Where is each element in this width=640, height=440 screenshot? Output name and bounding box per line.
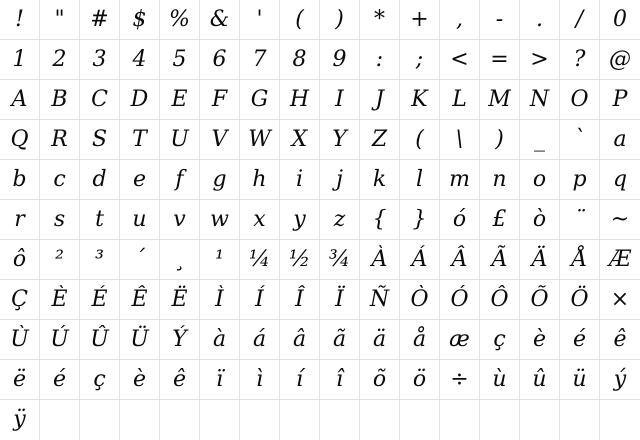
glyph-cell: ² [40, 240, 80, 280]
glyph-cell: ¸ [160, 240, 200, 280]
glyph-cell: E [160, 80, 200, 120]
glyph-row [0, 320, 640, 360]
glyph-cell: Ä [520, 240, 560, 280]
glyph-cell: k [360, 160, 400, 200]
glyph-cell: X [280, 120, 320, 160]
glyph-cell: w [200, 200, 240, 240]
empty-cell [200, 400, 240, 440]
glyph-cell: Á [400, 240, 440, 280]
glyph-cell: # [80, 0, 120, 40]
glyph-cell: Ë [160, 280, 200, 320]
glyph-cell: i [280, 160, 320, 200]
glyph-cell: G [240, 80, 280, 120]
empty-cell [560, 400, 600, 440]
glyph-cell: ¨ [560, 200, 600, 240]
empty-cell [120, 400, 160, 440]
glyph-cell: Ì [200, 280, 240, 320]
empty-cell [80, 400, 120, 440]
glyph-cell: * [360, 0, 400, 40]
glyph-cell: é [560, 320, 600, 360]
glyph-cell: t [80, 200, 120, 240]
glyph-cell: ? [560, 40, 600, 80]
glyph-cell: p [560, 160, 600, 200]
glyph-cell: U [160, 120, 200, 160]
glyph-cell: % [160, 0, 200, 40]
glyph-cell: P [600, 80, 640, 120]
glyph-cell: $ [120, 0, 160, 40]
glyph-cell: Í [240, 280, 280, 320]
glyph-cell: l [400, 160, 440, 200]
glyph-cell: , [440, 0, 480, 40]
glyph-cell: _ [520, 120, 560, 160]
glyph-row [0, 280, 640, 320]
glyph-cell: ³ [80, 240, 120, 280]
glyph-cell: ô [0, 240, 40, 280]
glyph-cell: ¹ [200, 240, 240, 280]
glyph-cell: Q [0, 120, 40, 160]
glyph-cell: 3 [80, 40, 120, 80]
empty-cell [320, 400, 360, 440]
glyph-cell: ( [400, 120, 440, 160]
glyph-cell: \ [440, 120, 480, 160]
glyph-cell: 9 [320, 40, 360, 80]
glyph-cell: Î [280, 280, 320, 320]
glyph-cell: ù [480, 360, 520, 400]
glyph-cell: C [80, 80, 120, 120]
glyph-cell: > [520, 40, 560, 80]
glyph-cell: ê [160, 360, 200, 400]
glyph-cell: Ã [480, 240, 520, 280]
glyph-row [0, 120, 640, 160]
glyph-row [0, 240, 640, 280]
glyph-cell: 2 [40, 40, 80, 80]
glyph-cell: N [520, 80, 560, 120]
glyph-cell: ì [240, 360, 280, 400]
glyph-cell: " [40, 0, 80, 40]
glyph-cell: ï [200, 360, 240, 400]
glyph-row [0, 400, 640, 440]
glyph-cell: õ [360, 360, 400, 400]
glyph-cell: û [520, 360, 560, 400]
glyph-cell: e [120, 160, 160, 200]
glyph-cell: R [40, 120, 80, 160]
empty-cell [40, 400, 80, 440]
glyph-cell: g [200, 160, 240, 200]
glyph-cell: 6 [200, 40, 240, 80]
glyph-cell: b [0, 160, 40, 200]
glyph-cell: Ü [120, 320, 160, 360]
glyph-cell: q [600, 160, 640, 200]
glyph-cell: c [40, 160, 80, 200]
glyph-cell: À [360, 240, 400, 280]
glyph-cell: K [400, 80, 440, 120]
glyph-cell: d [80, 160, 120, 200]
glyph-cell: 4 [120, 40, 160, 80]
glyph-cell: I [320, 80, 360, 120]
glyph-cell: ~ [600, 200, 640, 240]
glyph-cell: 0 [600, 0, 640, 40]
glyph-cell: à [200, 320, 240, 360]
glyph-cell: È [40, 280, 80, 320]
glyph-cell: ä [360, 320, 400, 360]
glyph-cell: æ [440, 320, 480, 360]
glyph-cell: O [560, 80, 600, 120]
glyph-cell: Ï [320, 280, 360, 320]
glyph-cell: Å [560, 240, 600, 280]
glyph-cell: £ [480, 200, 520, 240]
glyph-cell: { [360, 200, 400, 240]
glyph-cell: ¼ [240, 240, 280, 280]
empty-cell [280, 400, 320, 440]
glyph-cell: o [520, 160, 560, 200]
glyph-cell: Z [360, 120, 400, 160]
glyph-cell: : [360, 40, 400, 80]
glyph-cell: J [360, 80, 400, 120]
glyph-cell: F [200, 80, 240, 120]
glyph-cell: Ò [400, 280, 440, 320]
glyph-cell: Ô [480, 280, 520, 320]
empty-cell [440, 400, 480, 440]
glyph-cell: - [480, 0, 520, 40]
glyph-cell: D [120, 80, 160, 120]
glyph-cell: Õ [520, 280, 560, 320]
glyph-cell: v [160, 200, 200, 240]
glyph-cell: y [280, 200, 320, 240]
glyph-cell: å [400, 320, 440, 360]
glyph-cell: A [0, 80, 40, 120]
glyph-cell: ë [0, 360, 40, 400]
glyph-cell: ç [480, 320, 520, 360]
empty-cell [600, 400, 640, 440]
glyph-cell: ç [80, 360, 120, 400]
glyph-cell: ) [320, 0, 360, 40]
glyph-row [0, 200, 640, 240]
glyph-cell: 1 [0, 40, 40, 80]
glyph-row [0, 360, 640, 400]
glyph-cell: è [520, 320, 560, 360]
empty-cell [360, 400, 400, 440]
glyph-cell: Y [320, 120, 360, 160]
glyph-cell: 8 [280, 40, 320, 80]
glyph-cell: r [0, 200, 40, 240]
glyph-cell: ´ [120, 240, 160, 280]
glyph-cell: Æ [600, 240, 640, 280]
glyph-cell: ( [280, 0, 320, 40]
empty-cell [400, 400, 440, 440]
glyph-row [0, 0, 640, 40]
glyph-cell: ! [0, 0, 40, 40]
glyph-cell: ê [600, 320, 640, 360]
glyph-cell: . [520, 0, 560, 40]
glyph-cell: / [560, 0, 600, 40]
glyph-cell: í [280, 360, 320, 400]
empty-cell [520, 400, 560, 440]
glyph-cell: ¾ [320, 240, 360, 280]
glyph-cell: T [120, 120, 160, 160]
glyph-cell: @ [600, 40, 640, 80]
glyph-cell: j [320, 160, 360, 200]
glyph-cell: Ñ [360, 280, 400, 320]
glyph-cell: Ê [120, 280, 160, 320]
empty-cell [480, 400, 520, 440]
glyph-cell: W [240, 120, 280, 160]
glyph-cell: è [120, 360, 160, 400]
glyph-cell: Ç [0, 280, 40, 320]
glyph-cell: Ó [440, 280, 480, 320]
empty-cell [240, 400, 280, 440]
glyph-cell: } [400, 200, 440, 240]
glyph-cell: Ý [160, 320, 200, 360]
glyph-cell: ò [520, 200, 560, 240]
glyph-row [0, 160, 640, 200]
glyph-cell: Û [80, 320, 120, 360]
glyph-cell: H [280, 80, 320, 120]
glyph-cell: Â [440, 240, 480, 280]
glyph-cell: ó [440, 200, 480, 240]
glyph-cell: 7 [240, 40, 280, 80]
glyph-cell: L [440, 80, 480, 120]
glyph-cell: ÷ [440, 360, 480, 400]
glyph-cell: n [480, 160, 520, 200]
glyph-cell: ý [600, 360, 640, 400]
glyph-cell: â [280, 320, 320, 360]
glyph-cell: ÿ [0, 400, 40, 440]
glyph-cell: é [40, 360, 80, 400]
glyph-cell: ` [560, 120, 600, 160]
glyph-cell: + [400, 0, 440, 40]
glyph-cell: S [80, 120, 120, 160]
glyph-cell: × [600, 280, 640, 320]
glyph-cell: Ö [560, 280, 600, 320]
glyph-cell: h [240, 160, 280, 200]
glyph-cell: z [320, 200, 360, 240]
glyph-cell: ã [320, 320, 360, 360]
glyph-cell: x [240, 200, 280, 240]
glyph-cell: Ù [0, 320, 40, 360]
glyph-cell: = [480, 40, 520, 80]
glyph-cell: a [600, 120, 640, 160]
glyph-cell: < [440, 40, 480, 80]
glyph-cell: ; [400, 40, 440, 80]
glyph-cell: V [200, 120, 240, 160]
glyph-cell: ' [240, 0, 280, 40]
glyph-cell: f [160, 160, 200, 200]
glyph-cell: M [480, 80, 520, 120]
glyph-cell: É [80, 280, 120, 320]
glyph-cell: á [240, 320, 280, 360]
glyph-cell: ) [480, 120, 520, 160]
glyph-cell: î [320, 360, 360, 400]
glyph-cell: ½ [280, 240, 320, 280]
glyph-cell: B [40, 80, 80, 120]
glyph-cell: & [200, 0, 240, 40]
glyph-cell: ü [560, 360, 600, 400]
glyph-cell: s [40, 200, 80, 240]
empty-cell [160, 400, 200, 440]
glyph-cell: m [440, 160, 480, 200]
glyph-cell: Ú [40, 320, 80, 360]
glyph-row [0, 80, 640, 120]
glyph-cell: ö [400, 360, 440, 400]
glyph-cell: 5 [160, 40, 200, 80]
glyph-cell: u [120, 200, 160, 240]
glyph-row [0, 40, 640, 80]
